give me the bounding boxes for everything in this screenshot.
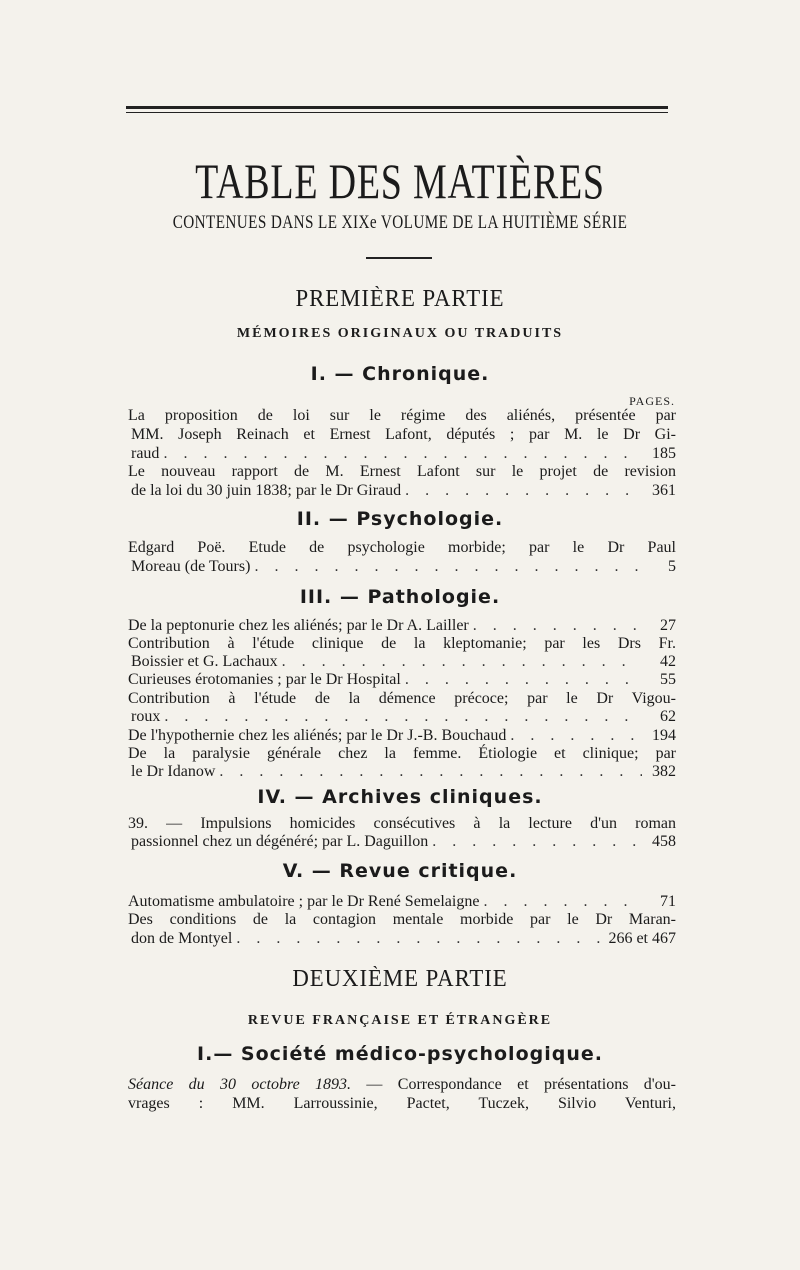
dot-leader	[405, 670, 642, 690]
entry-line	[131, 762, 676, 782]
entry-italic-date: Séance du 30 octobre 1893.	[128, 1076, 352, 1093]
entry-text: roux	[131, 708, 161, 725]
dot-leader	[163, 444, 642, 464]
page-number: 55	[660, 671, 676, 688]
dot-leader	[405, 481, 642, 501]
part-two-subtitle: REVUE FRANÇAISE ET ÉTRANGÈRE	[247, 1013, 553, 1028]
section-chronique: I. — Chronique.	[310, 363, 490, 385]
entry-line	[131, 557, 676, 577]
entry-line: Des conditions de la contagion mentale morbide par le Dr Maran-	[128, 911, 676, 928]
top-rule-thick	[126, 106, 668, 109]
page-number: 5	[668, 558, 676, 575]
dot-leader	[282, 652, 642, 672]
entry-text: Moreau (de Tours)	[131, 558, 251, 575]
page-title: TABLE DES MATIÈRES	[195, 153, 605, 209]
entry-text: De l'hypothernie chez les aliénés; par le Dr J.-B. Bouchaud	[128, 727, 507, 744]
entry-line: MM. Joseph Reinach et Ernest Lafont, députés ; par M. le Dr Gi-	[131, 426, 676, 443]
entry-line	[131, 929, 676, 949]
entry-text: raud	[131, 445, 160, 462]
dot-leader	[473, 616, 642, 636]
entry-line	[128, 670, 676, 690]
entry-text: De la peptonurie chez les aliénés; par le Dr A. Lailler	[128, 617, 469, 634]
entry-line	[128, 1075, 676, 1095]
entry-line	[131, 707, 676, 727]
part-two-title: DEUXIÈME PARTIE	[292, 966, 508, 992]
entry-line: vrages : MM. Larroussinie, Pactet, Tuczek, Silvio Venturi,	[128, 1095, 676, 1112]
entry-line: Le nouveau rapport de M. Ernest Lafont sur le projet de revision	[128, 463, 676, 480]
entry-text: de la loi du 30 juin 1838; par le Dr Giraud	[131, 482, 402, 499]
section-revue-critique: V. — Revue critique.	[282, 860, 518, 882]
page-subtitle: CONTENUES DANS LE XIXe VOLUME DE LA HUITIÈME SÉRIE	[172, 212, 628, 233]
entry-text: passionnel chez un dégénéré; par L. Daguillon	[131, 833, 429, 850]
entry-line: 39. — Impulsions homicides consécutives à la lecture d'un roman	[128, 815, 676, 832]
entry-text: Curieuses érotomanies ; par le Dr Hospital	[128, 671, 401, 688]
dot-leader	[254, 557, 642, 577]
page-number: 71	[660, 893, 676, 910]
entry-line: Edgard Poë. Etude de psychologie morbide; par le Dr Paul	[128, 539, 676, 556]
part-one-title: PREMIÈRE PARTIE	[295, 286, 505, 312]
entry-text: Automatisme ambulatoire ; par le Dr René Semelaigne	[128, 893, 480, 910]
entry-line	[128, 892, 676, 912]
dot-leader	[510, 726, 642, 746]
section-archives-cliniques: IV. — Archives cliniques.	[257, 786, 543, 808]
entry-line	[131, 481, 676, 501]
entry-line: La proposition de loi sur le régime des aliénés, présentée par	[128, 407, 676, 424]
page-number: 194	[652, 727, 676, 744]
entry-line	[131, 652, 676, 672]
short-divider	[366, 257, 432, 259]
top-rule-thin	[126, 112, 668, 113]
entry-text: — Correspondance et présentations d'ou-	[351, 1076, 676, 1093]
pages-column-label: PAGES.	[629, 394, 675, 408]
entry-text: don de Montyel	[131, 930, 233, 947]
entry-line: Contribution à l'étude clinique de la kleptomanie; par les Drs Fr.	[128, 635, 676, 652]
entry-line	[131, 832, 676, 852]
section-psychologie: II. — Psychologie.	[296, 508, 504, 530]
entry-text: Boissier et G. Lachaux	[131, 653, 278, 670]
page-number: 382	[652, 763, 676, 780]
page-number: 185	[652, 445, 676, 462]
dot-leader	[236, 929, 604, 949]
entry-line	[128, 616, 676, 636]
page-number: 458	[652, 833, 676, 850]
page-number: 27	[660, 617, 676, 634]
entry-text: le Dr Idanow	[131, 763, 216, 780]
page-number: 62	[660, 708, 676, 725]
entry-line: Contribution à l'étude de la démence précoce; par le Dr Vigou-	[128, 690, 676, 707]
page-number: 42	[660, 653, 676, 670]
page-number: 361	[652, 482, 676, 499]
entry-line: De la paralysie générale chez la femme. Étiologie et clinique; par	[128, 745, 676, 762]
entry-line	[131, 444, 676, 464]
page-number: 266 et 467	[608, 930, 676, 947]
section-pathologie: III. — Pathologie.	[299, 586, 501, 608]
section-societe-medico-psychologique: I.— Société médico-psychologique.	[197, 1043, 603, 1065]
part-one-subtitle: MÉMOIRES ORIGINAUX OU TRADUITS	[236, 326, 564, 341]
dot-leader	[432, 832, 642, 852]
entry-line	[128, 726, 676, 746]
dot-leader	[164, 707, 642, 727]
dot-leader	[219, 762, 642, 782]
dot-leader	[483, 892, 642, 912]
